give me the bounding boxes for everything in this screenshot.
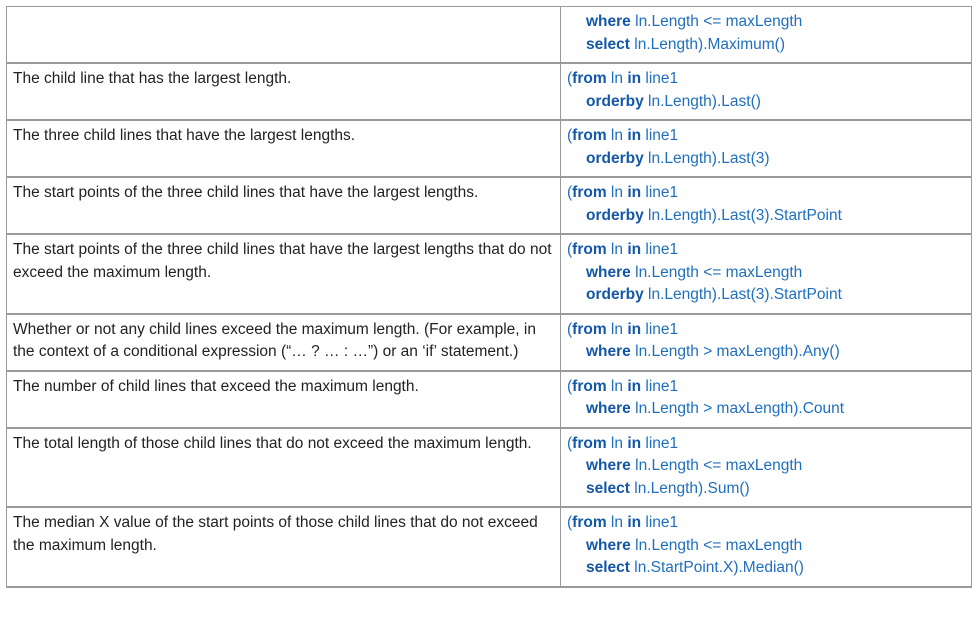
code-keyword: from bbox=[572, 184, 607, 201]
table-row bbox=[7, 507, 972, 587]
code-keyword: orderby bbox=[586, 92, 644, 110]
code-expression: line1 bbox=[641, 377, 679, 395]
description-cell: The start points of the three child lines that have the largest lengths that do not exceed the maximum length. bbox=[7, 234, 561, 314]
code-paren: ( bbox=[567, 127, 573, 144]
code-paren: ( bbox=[567, 184, 573, 201]
table-row bbox=[7, 63, 972, 120]
code-expression: ln.Length).Last(3).StartPoint bbox=[643, 206, 842, 224]
code-keyword: select bbox=[586, 559, 630, 576]
code-expression: line1 bbox=[641, 127, 679, 144]
code-keyword: orderby bbox=[586, 206, 644, 224]
code-expression: ln.Length <= maxLength bbox=[630, 13, 803, 30]
table-row bbox=[7, 7, 972, 64]
description-cell: The median X value of the start points of those child lines that do not exceed the maximum length. bbox=[7, 507, 561, 587]
code-keyword: select bbox=[586, 479, 630, 497]
code-keyword: in bbox=[627, 377, 642, 395]
code-line bbox=[567, 512, 965, 535]
code-cell bbox=[561, 314, 972, 371]
code-keyword: orderby bbox=[586, 286, 644, 303]
code-keyword: orderby bbox=[586, 149, 644, 167]
code-variable: ln bbox=[606, 184, 628, 201]
description-cell: Whether or not any child lines exceed the maximum length. (For example, in the context of a conditional expression (“… ? … : …”) or an ‘if’ statement.) bbox=[7, 314, 561, 371]
code-paren: ( bbox=[567, 320, 573, 338]
code-keyword: from bbox=[572, 434, 607, 452]
code-keyword: in bbox=[627, 434, 642, 452]
code-cell bbox=[561, 507, 972, 587]
table-row bbox=[7, 428, 972, 508]
table-row bbox=[7, 371, 972, 428]
code-expression: ln.Length <= maxLength bbox=[630, 457, 803, 474]
code-line bbox=[567, 478, 965, 501]
code-keyword: in bbox=[627, 320, 642, 338]
code-line bbox=[567, 433, 965, 456]
code-variable: ln bbox=[606, 70, 628, 87]
description-cell: The three child lines that have the largest lengths. bbox=[7, 120, 561, 177]
code-line bbox=[567, 182, 965, 205]
code-expression: ln.StartPoint.X).Median() bbox=[629, 559, 804, 576]
code-keyword: where bbox=[586, 13, 631, 30]
code-keyword: where bbox=[586, 400, 631, 417]
code-expression: line1 bbox=[641, 70, 679, 87]
code-expression: line1 bbox=[641, 320, 679, 338]
code-cell bbox=[561, 63, 972, 120]
code-expression: line1 bbox=[641, 514, 679, 531]
code-cell bbox=[561, 234, 972, 314]
code-expression: ln.Length <= maxLength bbox=[630, 263, 803, 281]
code-keyword: in bbox=[627, 514, 642, 531]
description-cell: The child line that has the largest length. bbox=[7, 63, 561, 120]
code-expression: ln.Length <= maxLength bbox=[630, 536, 803, 554]
code-cell bbox=[561, 120, 972, 177]
code-keyword: from bbox=[572, 377, 607, 395]
code-variable: ln bbox=[606, 434, 628, 452]
code-keyword: in bbox=[627, 184, 642, 201]
description-cell: The start points of the three child lines that have the largest lengths. bbox=[7, 177, 561, 234]
code-variable: ln bbox=[606, 320, 628, 338]
code-expression: ln.Length).Last(3) bbox=[643, 149, 770, 167]
code-expression: ln.Length).Last() bbox=[643, 92, 761, 110]
code-variable: ln bbox=[606, 514, 628, 531]
code-expression: ln.Length).Last(3).StartPoint bbox=[643, 286, 842, 303]
code-keyword: in bbox=[627, 127, 642, 144]
description-cell bbox=[7, 7, 561, 64]
code-variable: ln bbox=[606, 377, 628, 395]
code-keyword: in bbox=[627, 241, 642, 258]
description-cell: The total length of those child lines that do not exceed the maximum length. bbox=[7, 428, 561, 508]
code-cell bbox=[561, 371, 972, 428]
code-cell bbox=[561, 428, 972, 508]
code-expression: ln.Length).Sum() bbox=[629, 479, 750, 497]
table-row bbox=[7, 177, 972, 234]
code-paren: ( bbox=[567, 514, 573, 531]
code-line bbox=[567, 535, 965, 558]
code-line bbox=[567, 148, 965, 171]
code-keyword: where bbox=[586, 263, 631, 281]
code-line bbox=[567, 398, 965, 421]
code-line bbox=[567, 91, 965, 114]
code-keyword: from bbox=[572, 241, 607, 258]
code-line bbox=[567, 319, 965, 342]
code-expression: line1 bbox=[641, 241, 679, 258]
code-line bbox=[567, 11, 965, 34]
code-keyword: from bbox=[572, 514, 607, 531]
table-body bbox=[7, 7, 972, 587]
code-line bbox=[567, 341, 965, 364]
code-line bbox=[567, 262, 965, 285]
code-keyword: from bbox=[572, 320, 607, 338]
table-row bbox=[7, 120, 972, 177]
code-keyword: where bbox=[586, 536, 631, 554]
table-row bbox=[7, 314, 972, 371]
code-paren: ( bbox=[567, 70, 573, 87]
table-row bbox=[7, 234, 972, 314]
code-expression: line1 bbox=[641, 434, 679, 452]
code-expression: ln.Length > maxLength).Count bbox=[630, 400, 845, 417]
code-keyword: from bbox=[572, 70, 607, 87]
code-line bbox=[567, 239, 965, 262]
code-keyword: where bbox=[586, 457, 631, 474]
code-cell bbox=[561, 177, 972, 234]
linq-examples-table bbox=[6, 6, 972, 588]
code-cell bbox=[561, 7, 972, 64]
code-keyword: where bbox=[586, 343, 631, 360]
code-paren: ( bbox=[567, 377, 573, 395]
code-variable: ln bbox=[606, 127, 628, 144]
code-line bbox=[567, 68, 965, 91]
code-expression: ln.Length > maxLength).Any() bbox=[630, 343, 840, 360]
code-line bbox=[567, 557, 965, 580]
code-line bbox=[567, 455, 965, 478]
code-paren: ( bbox=[567, 434, 573, 452]
code-keyword: in bbox=[627, 70, 642, 87]
code-line bbox=[567, 376, 965, 399]
code-variable: ln bbox=[606, 241, 628, 258]
code-line bbox=[567, 284, 965, 307]
code-expression: line1 bbox=[641, 184, 679, 201]
code-line bbox=[567, 205, 965, 228]
code-line bbox=[567, 125, 965, 148]
code-keyword: select bbox=[586, 35, 630, 53]
code-paren: ( bbox=[567, 241, 573, 258]
code-keyword: from bbox=[572, 127, 607, 144]
code-line bbox=[567, 34, 965, 57]
description-cell: The number of child lines that exceed the maximum length. bbox=[7, 371, 561, 428]
code-expression: ln.Length).Maximum() bbox=[629, 35, 785, 53]
